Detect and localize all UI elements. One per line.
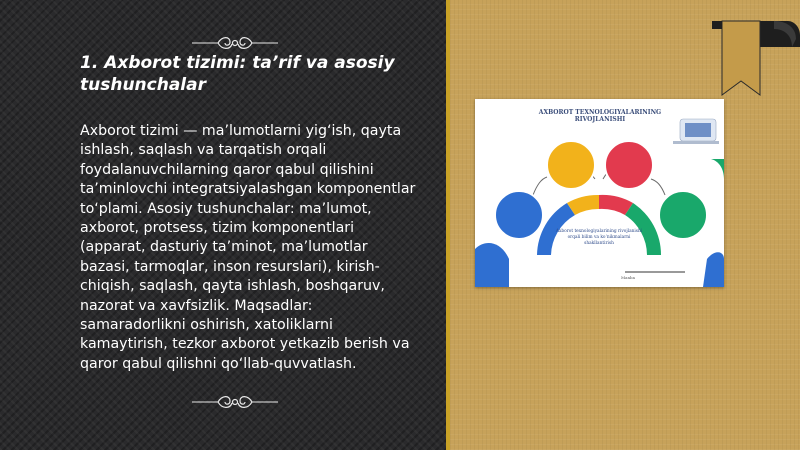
infographic-note: Manba bbox=[621, 275, 636, 280]
infographic-title: AXBOROT TEXNOLOGIYALARINING RIVOJLANISHI bbox=[538, 109, 662, 123]
slide-title: 1. Axborot tizimi: ta’rif va asosiy tushunchalar bbox=[80, 53, 395, 95]
top-ornament bbox=[190, 34, 280, 52]
infographic-image bbox=[475, 99, 724, 287]
bookmark-ribbon-icon bbox=[712, 17, 800, 99]
infographic-center-text: Axborot texnologiyalarining rivojlanishi orqali bilim va ko‘nikmalarni shakllantirish bbox=[555, 229, 643, 246]
infographic-graphics bbox=[475, 99, 724, 287]
slide-body: Axborot tizimi — ma’lumotlarni yig‘ish, qayta ishlash, saqlash va tarqatish orqali foydalanuvchilarning qaror qabul qilishini ta’minlovchi integratsiyalashgan komponentlar to‘plami. Asosiy tushunchalar: ma’lumot, axborot, protsess, tizim komponentlari (apparat, dasturiy ta’minot, ma’lumotlar bazasi, tarmoqlar, inson resurslari), kirish-chiqish, saqlash, qayta ishlash, boshqaruv, nazorat va xavfsizlik. Maqsadlar: samaradorlikni oshirish, xatoliklarni kamaytirish, tezkor axborot yetkazib berish va qaror qabul qilishni qo‘llab-quvvatlash. bbox=[80, 123, 416, 372]
bottom-ornament bbox=[190, 393, 280, 411]
